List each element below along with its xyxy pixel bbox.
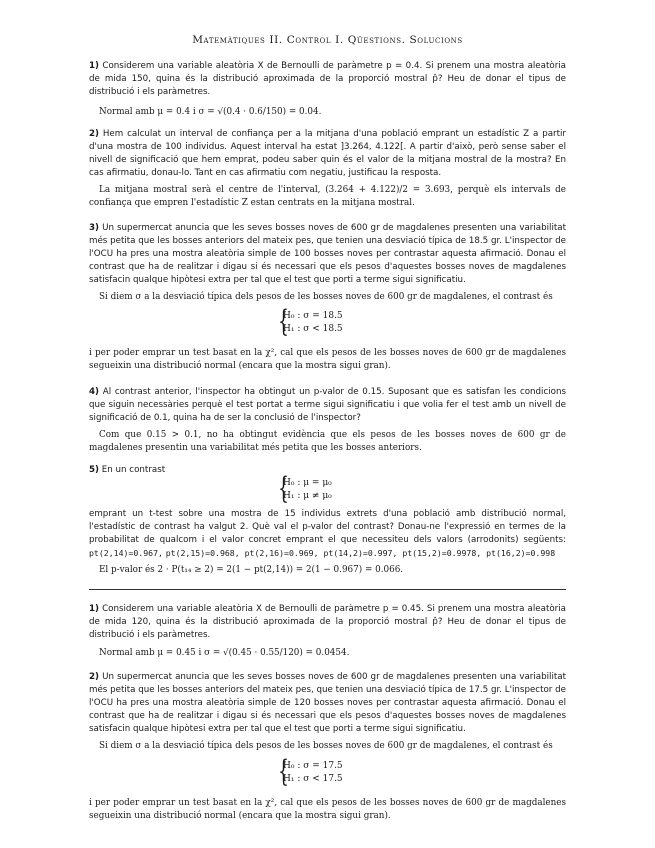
question-number: 1) [89,604,100,614]
question-number: 2) [89,129,100,139]
question-text: Un supermercat anuncia que les seves bosses noves de 600 gr de magdalenes presenten una variabilitat més petita que les bosses anteriors del mateix pes, que tenien una desviació típica de 17.5 gr. L'inspector de l'OCU ha pres una mostra aleatòria simple de 120 bosses noves per contrastar aquesta afirmació. Donau el contrast que ha de realitzar i digau si és necessari que els pesos d'aquestes bosses noves de magdalenes satisfacin qualque hipòtesi extra per tal que el test que porti a terme sigui significatiu. [89,672,566,734]
answer-1-3-intro: Si diem σ a la desviació típica dels pesos de les bosses noves de 600 gr de magdalenes, el contrast és [99,292,553,302]
answer-1-4: Com que 0.15 > 0.1, no ha obtingut evidència que els pesos de les bosses noves de 600 gr de magdalenes presentin una variabilitat més petita que les bosses anteriors. [89,430,566,453]
question-text: Al contrast anterior, l'inspector ha obtingut un p-valor de 0.15. Suposant que es satisfan les condicions que siguin necessàries perquè el test portat a terme sigui significatiu i que volia fer el test amb un nivell de significació de 0.1, quina ha de ser la conclusió de l'inspector? [89,387,567,423]
question-2-2 [89,671,566,736]
alt-hypothesis: H₁ : σ < 17.5 [283,774,343,784]
answer-1-1: Normal amb μ = 0.4 i σ = √(0.4 · 0.6/150) = 0.04. [99,107,322,117]
null-hypothesis: H₀ : σ = 18.5 [283,311,343,321]
question-1-5 [89,464,566,477]
brace-symbol: { [278,471,289,506]
answer-2-2-intro: Si diem σ a la desviació típica dels pesos de les bosses noves de 600 gr de magdalenes, el contrast és [99,741,553,751]
page-title: Matemàtiques II. Control I. Qüestions. Solucions [192,34,463,46]
question-text: emprant un t-test sobre una mostra de 15 individus extrets d'una població amb distribució normal, l'estadístic de contrast ha valgut 2. Què val el p-valor del contrast? Donau-ne l'expressió en termes de la probabilitat de qualcom i el valor concret emprant el que necessiteu dels valors (arrodonits) següents: [89,509,566,545]
answer-2-2-after: i per poder emprar un test basat en la χ², cal que els pesos de les bosses noves de 600 gr de magdalenes segueixin una distribució normal (encara que la mostra sigui gran). [89,798,566,821]
question-number: 4) [89,387,100,397]
question-text: Hem calculat un interval de confiança per a la mitjana d'una població emprant un estadístic Z a partir d'una mostra de 100 individus. Aquest interval ha estat ]3.264, 4.122[. A partir d'això, però sense saber el nivell de significació que hem emprat, podeu saber quin és el valor de la mitjana mostral de la mostra? En cas afirmatiu, donau-lo. Tant en cas afirmatiu com negatiu, justificau la resposta. [89,129,566,178]
question-text: Considerem una variable aleatòria X de Bernoulli de paràmetre p = 0.45. Si prenem una mostra aleatòria de mida 120, quina és la distribució aproximada de la proporció mostral p̂? Heu de donar el tipus de distribució i els paràmetres. [89,604,566,640]
hypothesis-system-2-2 [278,754,343,789]
question-number: 2) [89,672,100,682]
question-number: 3) [89,223,100,233]
given-values-1: pt(2,14)=0.967, [89,548,163,558]
question-1-4 [89,386,566,425]
given-values-2: pt(2,15)=0.968, pt(2,16)=0.969, pt(14,2)=0.997, pt(15,2)=0.9978, pt(16,2)=0.998 [165,548,556,558]
question-lead: En un contrast [101,465,166,475]
question-1-2 [89,128,566,180]
null-hypothesis: H₀ : σ = 17.5 [283,761,343,771]
question-text: Considerem una variable aleatòria X de Bernoulli de paràmetre p = 0.4. Si prenem una mostra aleatòria de mida 150, quina és la distribució aproximada de la proporció mostral p̂? Heu de donar el tipus de distribució i els paràmetres. [89,61,567,97]
question-1-5-body [89,508,566,561]
question-number: 5) [89,465,100,475]
answer-1-2: La mitjana mostral serà el centre de l'interval, (3.264 + 4.122)/2 = 3.693, perquè els intervals de confiança que empren l'estadístic Z estan centrats en la mitjana mostral. [89,185,566,208]
question-1-1 [89,60,566,99]
brace-symbol: { [278,304,289,339]
hypothesis-system-1-5 [278,471,332,506]
question-text: Un supermercat anuncia que les seves bosses noves de 600 gr de magdalenes presenten una variabilitat més petita que les bosses anteriors del mateix pes, que tenien una desviació típica de 18.5 gr. L'inspector de l'OCU ha pres una mostra aleatòria simple de 100 bosses noves per contrastar aquesta afirmació. Donau el contrast que ha de realitzar i digau si és necessari que els pesos d'aquestes bosses noves de magdalenes satisfacin qualque hipòtesi extra per tal que el test que porti a terme sigui significatiu. [89,223,566,285]
section-divider [89,589,566,590]
answer-1-5: El p-valor és 2 · P(t₁₄ ≥ 2) = 2(1 − pt(2,14)) = 2(1 − 0.967) = 0.066. [99,565,404,575]
answer-2-1: Normal amb μ = 0.45 i σ = √(0.45 · 0.55/120) = 0.0454. [99,648,350,658]
question-number: 1) [89,61,100,71]
alt-hypothesis: H₁ : μ ≠ μ₀ [283,491,332,501]
null-hypothesis: H₀ : μ = μ₀ [283,478,332,488]
answer-1-3-after: i per poder emprar un test basat en la χ², cal que els pesos de les bosses noves de 600 gr de magdalenes segueixin una distribució normal (encara que la mostra sigui gran). [89,348,566,371]
question-1-3 [89,222,566,287]
hypothesis-system-1-3 [278,304,343,339]
alt-hypothesis: H₁ : σ < 18.5 [283,324,343,334]
question-2-1 [89,603,566,642]
brace-symbol: { [278,754,289,789]
